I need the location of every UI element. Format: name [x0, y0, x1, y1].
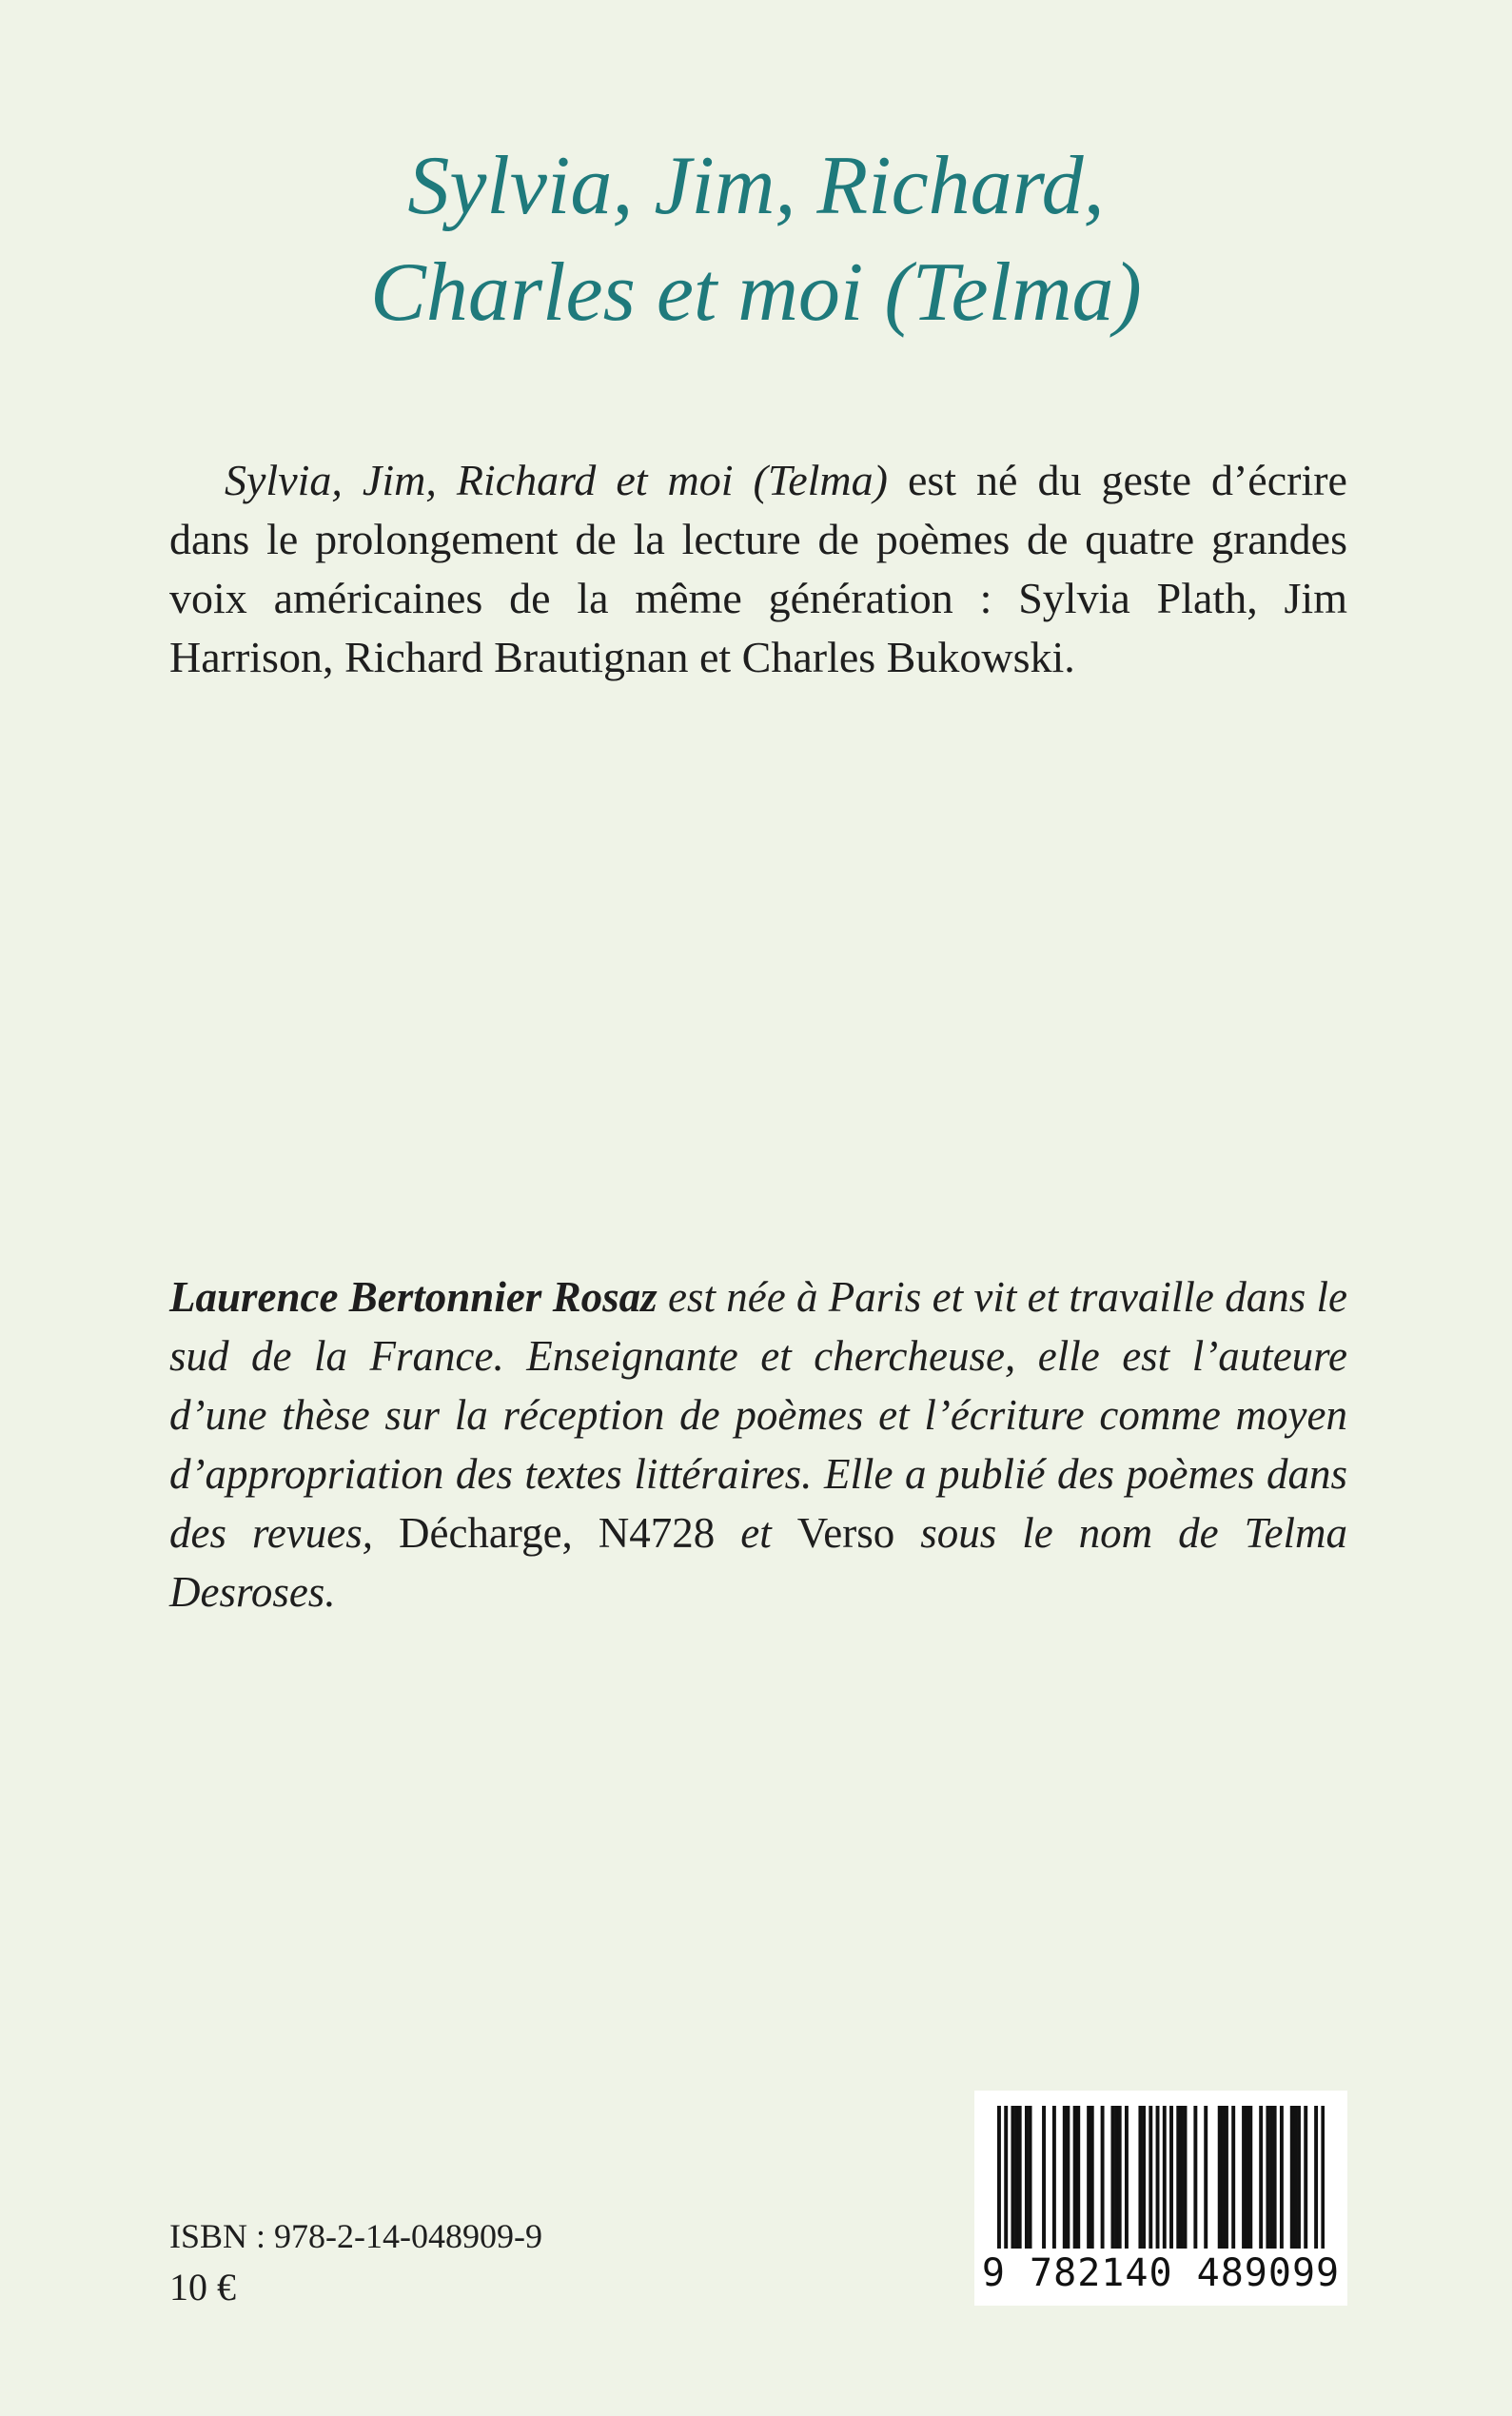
barcode-bar	[1163, 2106, 1167, 2249]
barcode-bar	[1087, 2106, 1090, 2249]
barcode-bar	[1321, 2106, 1325, 2249]
barcode-bar	[1248, 2106, 1252, 2249]
barcode-bar	[1304, 2106, 1307, 2249]
barcode-bar	[1110, 2106, 1114, 2249]
barcode-bar	[1280, 2106, 1284, 2249]
price-label: 10 €	[169, 2266, 236, 2308]
bio-journals: Décharge, N4728	[398, 1509, 716, 1557]
barcode-digits: 9 782140 489099	[981, 2251, 1341, 2295]
barcode-bar	[1314, 2106, 1318, 2249]
barcode-bar	[1042, 2106, 1046, 2249]
barcode-bar	[1231, 2106, 1235, 2249]
barcode-bar	[1142, 2106, 1146, 2249]
bio-journal-verso: Verso	[796, 1509, 895, 1557]
barcode-bar	[1184, 2106, 1188, 2249]
barcode-bar	[1063, 2106, 1067, 2249]
barcode-bar	[1266, 2106, 1269, 2249]
book-summary	[169, 451, 1347, 687]
barcode-bar	[1169, 2106, 1173, 2249]
barcode-bar	[1125, 2106, 1129, 2249]
summary-text: est né du geste d’écrire dans le prolongement de la lecture de poèmes de quatre grandes voix américaines de la même génération : Sylvia Plath, Jim Harrison, Richard Brautignan et Charles Bukowski.	[169, 456, 1347, 681]
barcode-bar	[1290, 2106, 1294, 2249]
barcode-bar	[1221, 2106, 1225, 2249]
barcode-bar	[1066, 2106, 1070, 2249]
barcode-bar	[1114, 2106, 1118, 2249]
barcode-bar	[1259, 2106, 1263, 2249]
barcode-bar	[1004, 2106, 1008, 2249]
bio-text-2: et	[715, 1509, 797, 1557]
barcode-bar	[1138, 2106, 1142, 2249]
barcode-bar	[1269, 2106, 1273, 2249]
barcode-bar	[1014, 2106, 1018, 2249]
book-title	[0, 133, 1512, 346]
barcode-bar	[1180, 2106, 1184, 2249]
barcode-bar	[1118, 2106, 1122, 2249]
barcode-bar	[1242, 2106, 1246, 2249]
barcode-bar	[1090, 2106, 1094, 2249]
barcode-bar	[1149, 2106, 1152, 2249]
author-name: Laurence Bertonnier Rosaz	[169, 1273, 658, 1321]
barcode-bar	[1225, 2106, 1228, 2249]
bio-text-1: est née à Paris et vit et travaille dans le sud de la France. Enseignante et chercheuse, elle est l’auteure d’une thèse sur la réception de poèmes et l’écriture comme moyen d’appropriation des textes littéraires. Elle a publié des poèmes dans des revues,	[169, 1273, 1347, 1557]
barcode-bar	[1101, 2106, 1105, 2249]
barcode-bar	[1018, 2106, 1022, 2249]
barcode-bar	[1218, 2106, 1222, 2249]
author-bio	[169, 1267, 1347, 1621]
barcode-bar	[1204, 2106, 1208, 2249]
barcode-bar	[1293, 2106, 1297, 2249]
barcode-bar	[1011, 2106, 1014, 2249]
barcode-bar	[1025, 2106, 1029, 2249]
barcode-bar	[997, 2106, 1001, 2249]
book-title-line-1: Sylvia, Jim, Richard,	[407, 140, 1105, 232]
barcode-bar	[1052, 2106, 1056, 2249]
barcode-bar	[1273, 2106, 1277, 2249]
barcode-bar	[1156, 2106, 1160, 2249]
barcode-bar	[1076, 2106, 1080, 2249]
barcode-bar	[1297, 2106, 1301, 2249]
barcode-bar	[1246, 2106, 1249, 2249]
bio-text-3: sous le nom de Telma Desroses.	[169, 1509, 1347, 1616]
barcode-bar	[1029, 2106, 1032, 2249]
book-title-line-2: Charles et moi (Telma)	[370, 246, 1142, 339]
barcode-bar	[1176, 2106, 1180, 2249]
barcode-bar	[1193, 2106, 1197, 2249]
barcode-bar	[1073, 2106, 1077, 2249]
summary-italic-title: Sylvia, Jim, Richard et moi (Telma)	[225, 456, 888, 504]
barcode-bars	[997, 2106, 1325, 2249]
barcode	[974, 2091, 1347, 2306]
isbn-label: ISBN : 978-2-14-048909-9	[169, 2217, 542, 2255]
